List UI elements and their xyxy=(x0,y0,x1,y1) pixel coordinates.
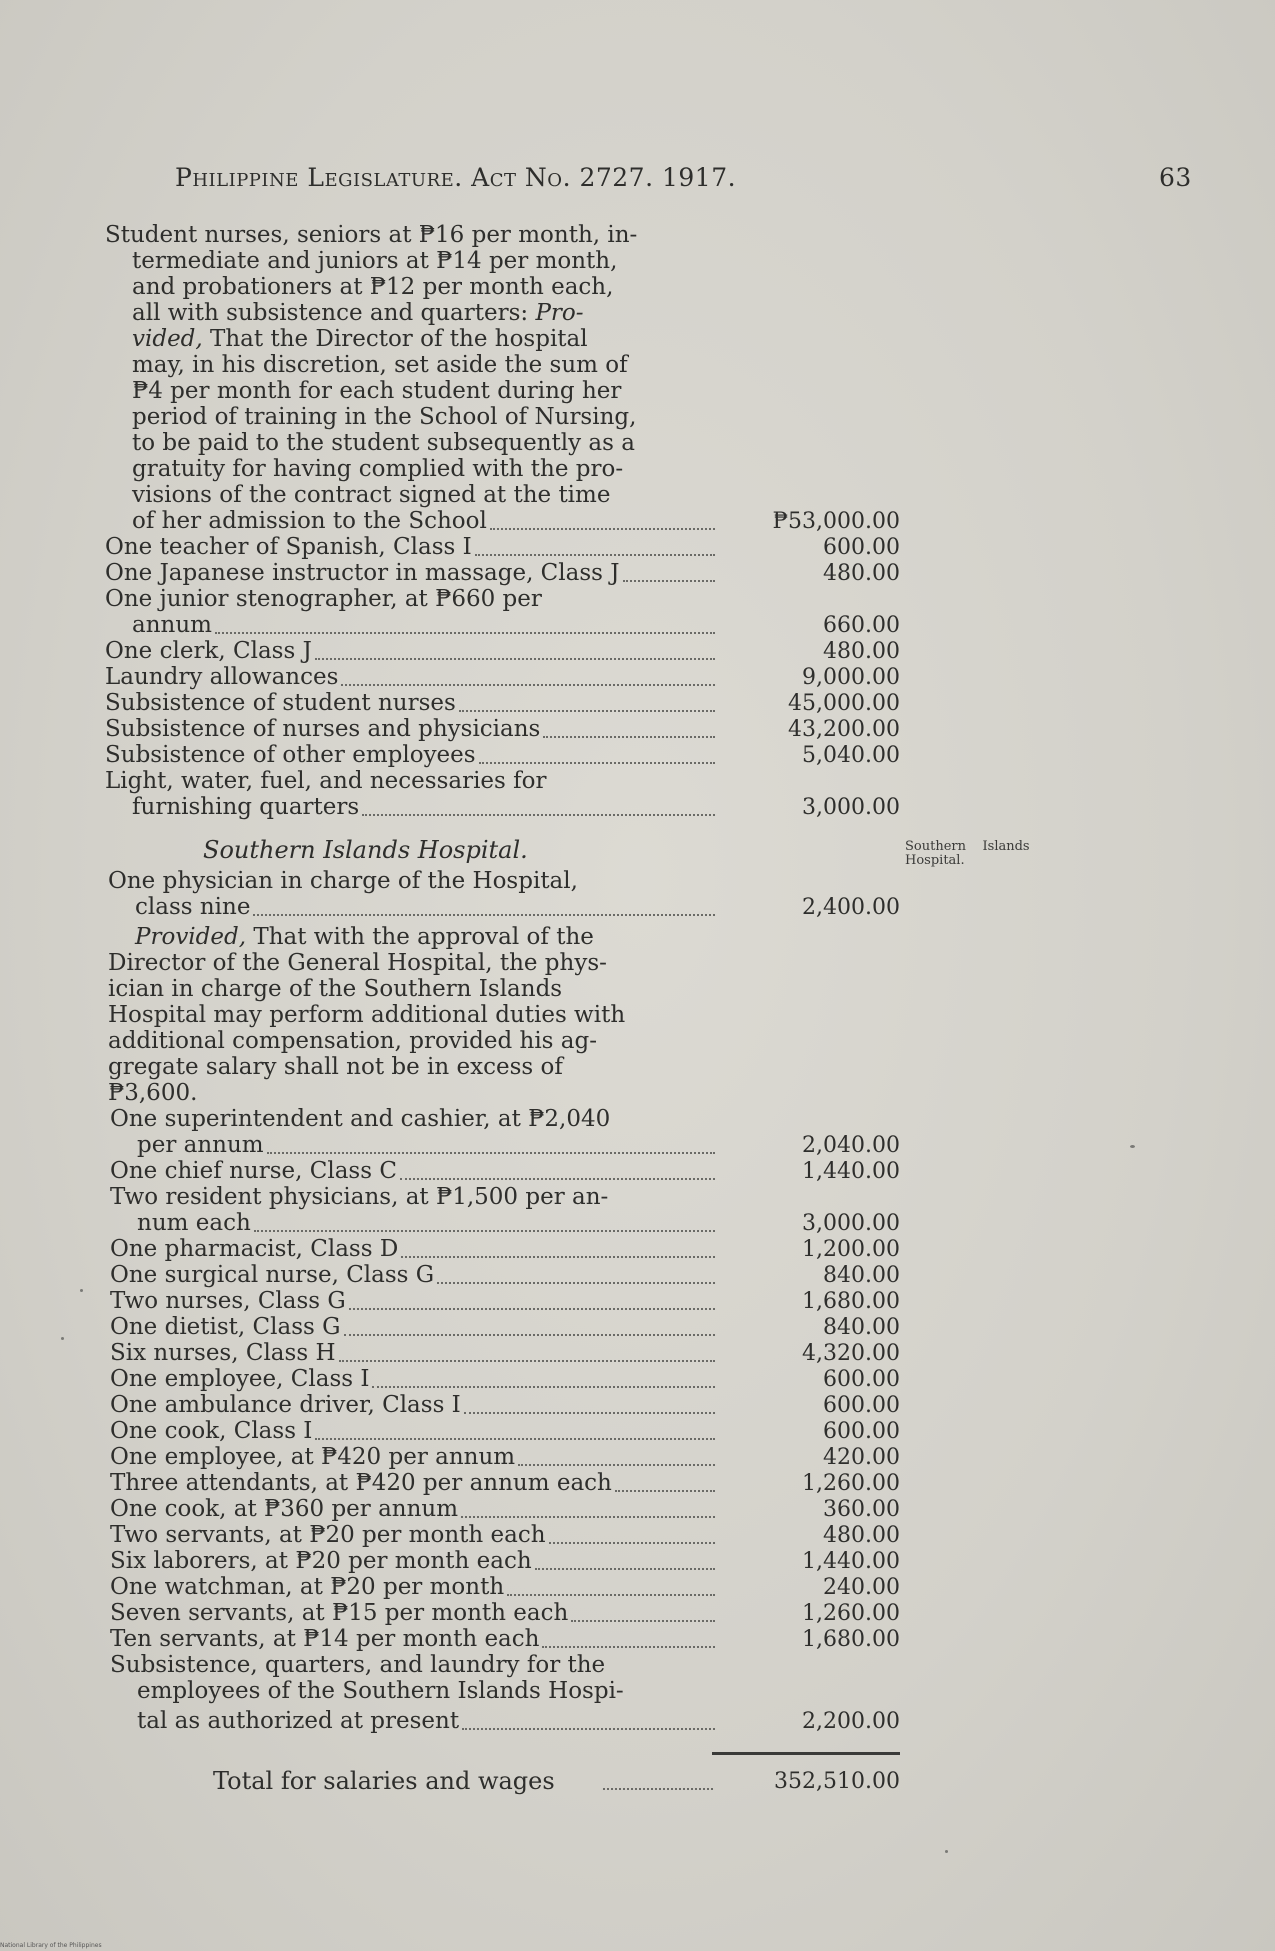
total-amount: 352,510.00 xyxy=(774,1769,900,1794)
line-text: One teacher of Spanish, Class I xyxy=(105,534,472,560)
line-amount: 420.00 xyxy=(823,1445,900,1470)
line-text: Two nurses, Class G xyxy=(110,1288,346,1314)
line-text: Subsistence of nurses and physicians xyxy=(105,716,541,742)
line-text: employees of the Southern Islands Hospi- xyxy=(137,1678,624,1704)
page-number: 63 xyxy=(1159,163,1192,192)
line-amount: 840.00 xyxy=(823,1315,900,1340)
line-text: ₱3,600. xyxy=(108,1080,198,1106)
line-text: gratuity for having complied with the pro- xyxy=(132,456,624,482)
leader-dots xyxy=(461,1516,715,1518)
line-amount: 600.00 xyxy=(823,535,900,560)
leader-dots xyxy=(437,1282,715,1284)
line-text: visions of the contract signed at the time xyxy=(132,482,611,508)
line-text: One cook, Class I xyxy=(110,1418,313,1444)
line-amount: 1,680.00 xyxy=(802,1627,900,1652)
leader-dots xyxy=(400,1178,715,1180)
leader-dots xyxy=(254,1230,715,1232)
line-text: One junior stenographer, at ₱660 per xyxy=(105,586,542,612)
leader-dots xyxy=(518,1464,715,1466)
line-amount: 45,000.00 xyxy=(788,691,900,716)
leader-dots xyxy=(315,1438,715,1440)
line-amount: 1,260.00 xyxy=(802,1471,900,1496)
scan-speck xyxy=(80,1289,83,1292)
line-text: all with subsistence and quarters: Pro- xyxy=(132,300,584,326)
line-text: ₱4 per month for each student during her xyxy=(132,378,622,404)
line-text: vided, That the Director of the hospital xyxy=(132,326,588,352)
line-amount: 9,000.00 xyxy=(802,665,900,690)
line-text: One ambulance driver, Class I xyxy=(110,1392,461,1418)
line-amount: 1,260.00 xyxy=(802,1601,900,1626)
line-text: One employee, Class I xyxy=(110,1366,370,1392)
line-amount: 480.00 xyxy=(823,1523,900,1548)
line-text: num each xyxy=(137,1210,251,1236)
leader-dots xyxy=(615,1490,715,1492)
leader-dots xyxy=(349,1308,715,1310)
leader-dots xyxy=(344,1334,715,1336)
section-heading: Southern Islands Hospital. xyxy=(203,836,528,864)
line-text: One surgical nurse, Class G xyxy=(110,1262,435,1288)
leader-dots xyxy=(571,1620,715,1622)
leader-dots xyxy=(339,1360,715,1362)
leader-dots xyxy=(490,528,715,530)
line-text: Ten servants, at ₱14 per month each xyxy=(110,1626,540,1652)
appropriation-line xyxy=(0,1708,1275,1738)
line-text: Laundry allowances xyxy=(105,664,339,690)
line-text: One clerk, Class J xyxy=(105,638,312,664)
leader-dots xyxy=(253,914,715,916)
appropriation-line xyxy=(0,894,1275,924)
line-text: per annum xyxy=(137,1132,264,1158)
leader-dots xyxy=(603,1788,713,1790)
line-amount: 480.00 xyxy=(823,639,900,664)
leader-dots xyxy=(543,736,715,738)
leader-dots xyxy=(267,1152,715,1154)
line-amount: 600.00 xyxy=(823,1419,900,1444)
line-text: One watchman, at ₱20 per month xyxy=(110,1574,505,1600)
line-text: Subsistence, quarters, and laundry for the xyxy=(110,1652,606,1678)
line-amount: 4,320.00 xyxy=(802,1341,900,1366)
line-text: and probationers at ₱12 per month each, xyxy=(132,274,614,300)
line-text: One employee, at ₱420 per annum xyxy=(110,1444,516,1470)
line-text: of her admission to the School xyxy=(132,508,487,534)
line-text: Subsistence of other employees xyxy=(105,742,476,768)
leader-dots xyxy=(315,658,715,660)
line-amount: 1,440.00 xyxy=(802,1549,900,1574)
line-text: One Japanese instructor in massage, Class J xyxy=(105,560,620,586)
line-amount: ₱53,000.00 xyxy=(772,509,900,534)
scan-speck xyxy=(945,1850,948,1853)
margin-note-section: Southern Islands Hospital. xyxy=(905,839,1030,868)
line-text: One superintendent and cashier, at ₱2,040 xyxy=(110,1106,611,1132)
line-text: gregate salary shall not be in excess of xyxy=(108,1054,563,1080)
line-amount: 360.00 xyxy=(823,1497,900,1522)
line-text: Six laborers, at ₱20 per month each xyxy=(110,1548,532,1574)
line-text: termediate and juniors at ₱14 per month, xyxy=(132,248,618,274)
line-amount: 600.00 xyxy=(823,1367,900,1392)
total-label: Total for salaries and wages xyxy=(213,1767,555,1795)
line-text: Three attendants, at ₱420 per annum each xyxy=(110,1470,612,1496)
appropriation-line xyxy=(0,1678,1275,1708)
leader-dots xyxy=(479,762,715,764)
line-amount: 1,680.00 xyxy=(802,1289,900,1314)
appropriation-line xyxy=(0,794,1275,824)
line-text: additional compensation, provided his ag- xyxy=(108,1028,598,1054)
leader-dots xyxy=(507,1594,715,1596)
line-text: One cook, at ₱360 per annum xyxy=(110,1496,459,1522)
leader-dots xyxy=(362,814,715,816)
line-text: may, in his discretion, set aside the sum of xyxy=(132,352,628,378)
line-amount: 2,400.00 xyxy=(802,895,900,920)
leader-dots xyxy=(623,580,715,582)
line-text: Hospital may perform additional duties with xyxy=(108,1002,626,1028)
line-text: Student nurses, seniors at ₱16 per month, in- xyxy=(105,222,638,248)
line-amount: 480.00 xyxy=(823,561,900,586)
line-amount: 840.00 xyxy=(823,1263,900,1288)
line-text: Two resident physicians, at ₱1,500 per an- xyxy=(110,1184,609,1210)
leader-dots xyxy=(459,710,715,712)
line-amount: 43,200.00 xyxy=(788,717,900,742)
leader-dots xyxy=(542,1646,715,1648)
line-text: Director of the General Hospital, the phys- xyxy=(108,950,607,976)
line-text: One dietist, Class G xyxy=(110,1314,341,1340)
line-amount: 600.00 xyxy=(823,1393,900,1418)
line-amount: 1,200.00 xyxy=(802,1237,900,1262)
line-amount: 240.00 xyxy=(823,1575,900,1600)
line-text: Provided, That with the approval of the xyxy=(135,924,594,950)
line-amount: 3,000.00 xyxy=(802,795,900,820)
leader-dots xyxy=(464,1412,715,1414)
running-title: Philippine Legislature. Act No. 2727. 1917. xyxy=(175,163,737,192)
line-amount: 1,440.00 xyxy=(802,1159,900,1184)
line-text: Six nurses, Class H xyxy=(110,1340,336,1366)
scan-speck xyxy=(61,1337,64,1340)
line-text: Two servants, at ₱20 per month each xyxy=(110,1522,546,1548)
total-row xyxy=(0,1768,1275,1798)
leader-dots xyxy=(341,684,715,686)
leader-dots xyxy=(535,1568,715,1570)
line-text: Light, water, fuel, and necessaries for xyxy=(105,768,547,794)
line-text: tal as authorized at present xyxy=(137,1708,460,1734)
line-text: One physician in charge of the Hospital, xyxy=(108,868,578,894)
line-amount: 3,000.00 xyxy=(802,1211,900,1236)
line-text: period of training in the School of Nursing, xyxy=(132,404,637,430)
line-text: class nine xyxy=(135,894,251,920)
leader-dots xyxy=(475,554,715,556)
line-text: Subsistence of student nurses xyxy=(105,690,456,716)
leader-dots xyxy=(401,1256,715,1258)
leader-dots xyxy=(215,632,715,634)
leader-dots xyxy=(549,1542,715,1544)
total-rule xyxy=(712,1752,900,1755)
scan-speck xyxy=(1130,1145,1135,1148)
line-text: One pharmacist, Class D xyxy=(110,1236,399,1262)
line-text: ician in charge of the Southern Islands xyxy=(108,976,563,1002)
line-text: to be paid to the student subsequently as a xyxy=(132,430,635,456)
line-amount: 2,040.00 xyxy=(802,1133,900,1158)
leader-dots xyxy=(372,1386,715,1388)
line-text: annum xyxy=(132,612,212,638)
line-amount: 5,040.00 xyxy=(802,743,900,768)
scan-source-label: National Library of the Philippines xyxy=(0,1942,102,1949)
line-text: One chief nurse, Class C xyxy=(110,1158,397,1184)
line-text: Seven servants, at ₱15 per month each xyxy=(110,1600,569,1626)
leader-dots xyxy=(462,1728,715,1730)
line-amount: 660.00 xyxy=(823,613,900,638)
line-amount: 2,200.00 xyxy=(802,1709,900,1734)
line-text: furnishing quarters xyxy=(132,794,360,820)
